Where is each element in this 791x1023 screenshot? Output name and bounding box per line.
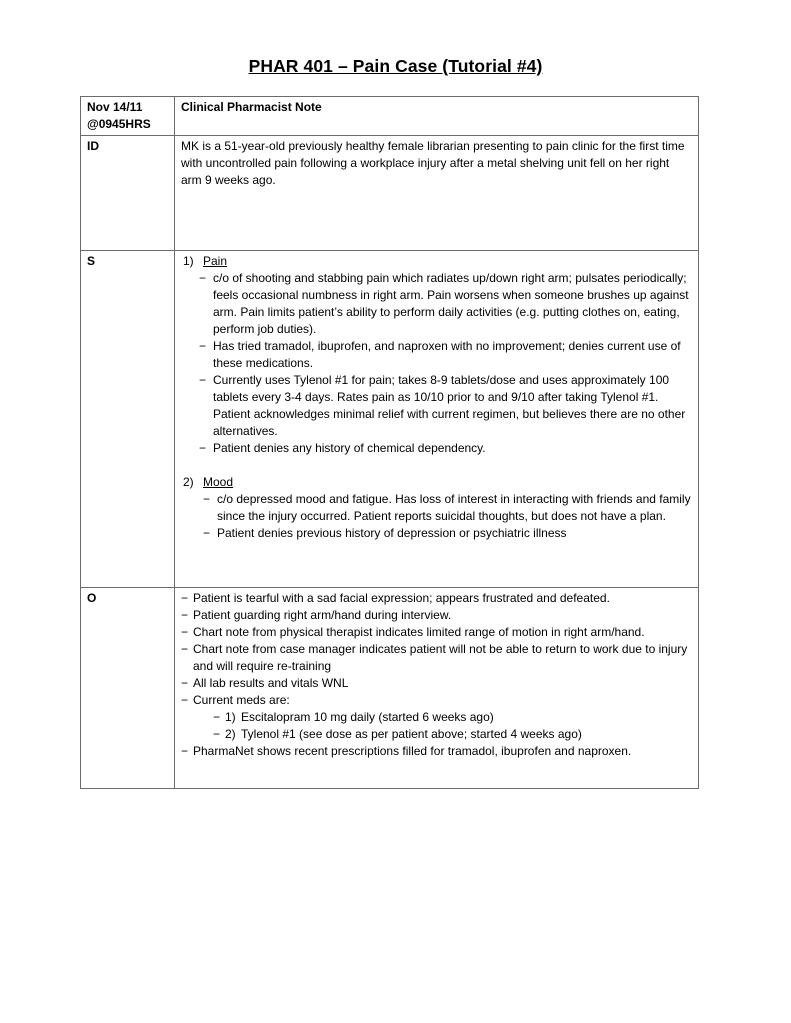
pain-section-number: 1) <box>183 254 194 268</box>
document-title: PHAR 401 – Pain Case (Tutorial #4) <box>248 56 543 76</box>
s-label: S <box>81 251 175 588</box>
pain-section-heading <box>183 253 692 270</box>
list-item: − PharmaNet shows recent prescriptions filled for tramadol, ibuprofen and naproxen. <box>181 743 692 760</box>
note-time: @0945HRS <box>87 117 151 131</box>
med-item <box>213 726 692 743</box>
id-text: MK is a 51-year-old previously healthy female librarian presenting to pain clinic for the first time with uncontrolled pain following a workplace injury after a metal shelving unit fell on her right arm 9 weeks ago. <box>175 136 699 251</box>
med-text: Escitalopram 10 mg daily (started 6 weeks ago) <box>241 710 494 724</box>
list-item: − c/o depressed mood and fatigue. Has loss of interest in interacting with friends and family since the injury occurred. Patient reports suicidal thoughts, but does not have a plan. <box>203 491 692 525</box>
note-heading: Clinical Pharmacist Note <box>175 97 699 136</box>
list-item: − Chart note from case manager indicates patient will not be able to return to work due to injury and will require re-training <box>181 641 692 675</box>
list-item: − Patient guarding right arm/hand during interview. <box>181 607 692 624</box>
current-meds-label: Current meds are: <box>193 693 290 707</box>
objective-row <box>81 588 699 789</box>
pain-section-title: Pain <box>203 254 228 268</box>
note-date: Nov 14/11 <box>87 100 143 114</box>
subjective-content <box>175 251 699 588</box>
clinical-note-table <box>80 96 699 789</box>
mood-list <box>203 491 692 542</box>
objective-content <box>175 588 699 789</box>
list-item: − Currently uses Tylenol #1 for pain; takes 8-9 tablets/dose and uses approximately 100 tablets every 3-4 days. Rates pain as 10/10 prior to and 9/10 after taking Tylenol #1. Patient acknowledges minimal relief with current regimen, but believes there are no other alternatives. <box>199 372 692 440</box>
med-text: Tylenol #1 (see dose as per patient above; started 4 weeks ago) <box>241 727 582 741</box>
list-item: − Patient denies previous history of depression or psychiatric illness <box>203 525 692 542</box>
mood-section-number: 2) <box>183 475 194 489</box>
pain-list <box>199 270 692 457</box>
list-item: − c/o of shooting and stabbing pain which radiates up/down right arm; pulsates periodically; feels occasional numbness in right arm. Pain worsens when someone brushes up against arm. Pain limits patient’s ability to perform daily activities (e.g. putting clothes on, eating, perform job duties). <box>199 270 692 338</box>
med-item <box>213 709 692 726</box>
subjective-row <box>81 251 699 588</box>
mood-section-title: Mood <box>203 475 234 489</box>
id-row <box>81 136 699 251</box>
list-item <box>181 692 692 743</box>
id-label: ID <box>81 136 175 251</box>
o-label: O <box>81 588 175 789</box>
med-number: − 2) <box>225 727 236 741</box>
mood-section-heading <box>183 474 692 491</box>
list-item: − Patient is tearful with a sad facial expression; appears frustrated and defeated. <box>181 590 692 607</box>
current-meds-list <box>193 709 692 743</box>
header-row <box>81 97 699 136</box>
date-cell <box>81 97 175 136</box>
list-item: − Patient denies any history of chemical dependency. <box>199 440 692 457</box>
objective-list <box>181 590 692 760</box>
list-item: − Chart note from physical therapist indicates limited range of motion in right arm/hand. <box>181 624 692 641</box>
list-item: − Has tried tramadol, ibuprofen, and naproxen with no improvement; denies current use of these medications. <box>199 338 692 372</box>
med-number: − 1) <box>225 710 236 724</box>
list-item: − All lab results and vitals WNL <box>181 675 692 692</box>
